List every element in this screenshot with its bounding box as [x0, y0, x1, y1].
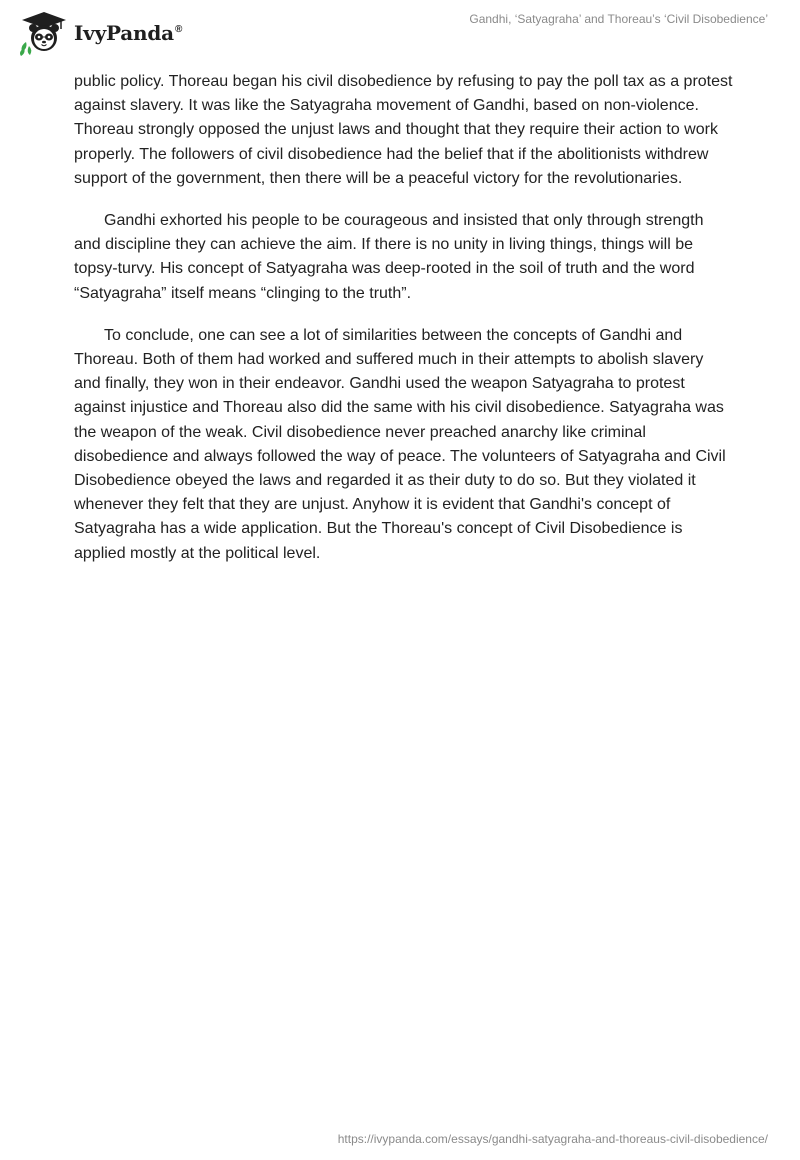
source-url[interactable]: https://ivypanda.com/essays/gandhi-satyagraha-and-thoreaus-civil-disobedience/	[337, 1132, 768, 1146]
logo-wordmark: IvyPanda®	[74, 21, 183, 45]
document-title: Gandhi, ‘Satyagraha’ and Thoreau’s ‘Civil Disobedience’	[469, 12, 768, 26]
paragraph-1: public policy. Thoreau began his civil disobedience by refusing to pay the poll tax as a protest against slavery. It was like the Satyagraha movement of Gandhi, based on non-violence. Thoreau strongly opposed the unjust laws and thought that they require their action to work properly. The followers of civil disobedience had the belief that if the abolitionists withdrew support of the government, then there will be a peaceful victory for the revolutionaries.	[74, 73, 733, 187]
panda-logo-icon	[16, 8, 72, 56]
ivypanda-logo[interactable]	[16, 8, 182, 56]
essay-body	[74, 70, 734, 584]
paragraph-2: Gandhi exhorted his people to be courageous and insisted that only through strength and discipline they can achieve the aim. If there is no unity in living things, things will be topsy-turvy. His concept of Satyagraha was deep-rooted in the soil of truth and the word “Satyagraha” itself means “clinging to the truth”.	[74, 212, 704, 302]
paragraph-3: To conclude, one can see a lot of similarities between the concepts of Gandhi and Thoreau. Both of them had worked and suffered much in their attempts to abolish slavery and finally, they won in their endeavor. Gandhi used the weapon Satyagraha to protest against injustice and Thoreau also did the same with his civil disobedience. Satyagraha was the weapon of the weak. Civil disobedience never preached anarchy like criminal disobedience and always followed the way of peace. The volunteers of Satyagraha and Civil Disobedience obeyed the laws and regarded it as their duty to do so. But they violated it whenever they felt that they are unjust. Anyhow it is evident that Gandhi's concept of Satyagraha has a wide application. But the Thoreau's concept of Civil Disobedience is applied mostly at the political level.	[74, 326, 726, 562]
page-header	[0, 0, 800, 70]
